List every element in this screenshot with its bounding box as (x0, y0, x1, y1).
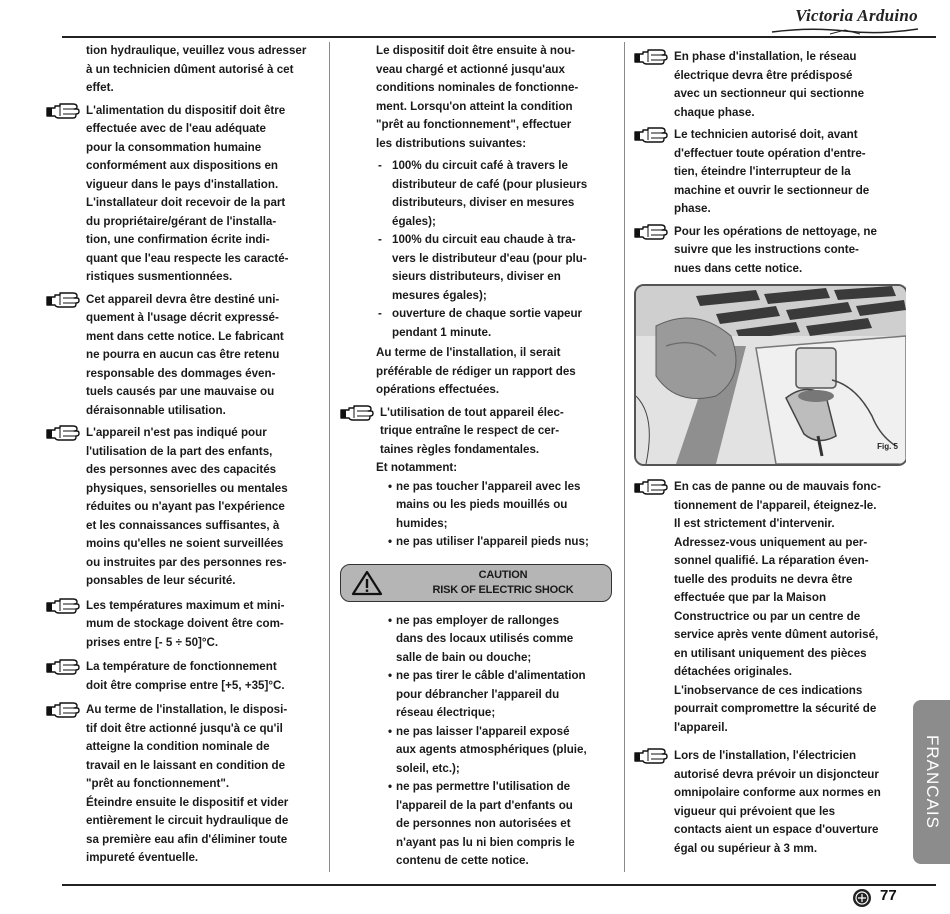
text-line: d'effectuer toute opération d'entre- (674, 146, 866, 160)
list-item-weather (340, 723, 612, 779)
paragraph-continued (46, 42, 318, 98)
text-line: • ne pas tirer le câble d'alimentation (396, 669, 586, 682)
text-line: mum de stockage doivent être com- (86, 617, 284, 630)
text-line: travail en le laissant en condition de (86, 758, 286, 772)
text-line: distributeurs, diviser en mesures (392, 196, 575, 209)
list-item-barefoot (340, 533, 612, 552)
text-line: Adressez-vous uniquement au per- (674, 535, 868, 549)
text-line: atteigne la condition nominale de (86, 740, 270, 753)
text-line: mesures égales); (392, 288, 487, 302)
paragraph-first-run (46, 701, 318, 868)
text-line: effectuée avec de l'eau adéquate (86, 122, 266, 135)
text-line: vigueur dans le pays d'installation. (86, 177, 279, 191)
text-line: égales); (392, 214, 436, 228)
header-rule (62, 36, 936, 38)
paragraph-intended-use (46, 291, 318, 421)
text-line: conformément aux dispositions en (86, 159, 278, 172)
text-line: tif doit être actionné jusqu'à ce qu'il (86, 721, 283, 735)
text-line: Il est strictement d'intervenir. (674, 517, 835, 530)
text-line: trique entraîne le respect de cer- (380, 424, 560, 437)
text-line: ne pourra en aucun cas être retenu (86, 348, 280, 361)
text-line: • ne pas permettre l'utilisation de (396, 780, 571, 793)
cleaning-photo-illustration (636, 286, 906, 464)
text-line: "prêt au fonctionnement", effectuer (376, 118, 572, 131)
text-line: quement à l'usage décrit expressé- (86, 311, 279, 324)
brand-logo: Victoria Arduino (795, 6, 918, 25)
notably-label: Et notamment: (376, 461, 458, 474)
text-line: tien, éteindre l'interrupteur de la (674, 165, 851, 178)
text-line: tionnement de l'appareil, éteignez-le. (674, 498, 877, 512)
text-line: soleil, etc.); (396, 761, 460, 775)
text-line: Le technicien autorisé doit, avant (674, 128, 858, 141)
text-line: prises entre [- 5 ÷ 50]°C. (86, 635, 219, 649)
text-line: les distributions suivantes: (376, 136, 527, 150)
text-line: mains ou les pieds mouillés ou (396, 498, 568, 511)
pointing-hand-icon (46, 425, 80, 442)
paragraph-children-warning (46, 424, 318, 591)
page-number: 77 (880, 887, 897, 904)
caution-title: CAUTION (478, 568, 528, 581)
text-line: L'installateur doit recevoir de la part (86, 196, 286, 209)
text-line: tion hydraulique, veuillez vous adresser (86, 44, 307, 57)
text-line: en utilisant uniquement des pièces (674, 646, 867, 660)
paragraph-recharge (340, 42, 612, 153)
text-line: • ne pas laisser l'appareil exposé (396, 724, 570, 738)
text-line: Pour les opérations de nettoyage, ne (674, 224, 877, 238)
column-left (46, 42, 318, 878)
text-line: entièrement le circuit hydraulique de (86, 814, 289, 827)
text-line: responsable des dommages éven- (86, 366, 276, 380)
text-line: pour la consommation humaine (86, 140, 262, 154)
text-line: Lors de l'installation, l'électricien (674, 749, 857, 762)
paragraph-water-supply (46, 102, 318, 287)
text-line: service après vente dûment autorisé, (674, 628, 879, 641)
list-item-hot-water-circuit (340, 231, 612, 305)
text-line: vigueur qui prévoient que les (674, 804, 836, 818)
text-line: physiques, sensorielles ou mentales (86, 481, 288, 495)
pointing-hand-icon (634, 224, 668, 241)
paragraph-cleaning (634, 223, 906, 279)
text-line: machine et ouvrir le sectionneur de (674, 183, 870, 197)
pointing-hand-icon (634, 748, 668, 765)
text-line: Au terme de l'installation, il serait (376, 346, 561, 359)
text-line: suivre que les instructions conte- (674, 243, 859, 256)
pointing-hand-icon (46, 292, 80, 309)
text-line: Constructrice ou par un centre de (674, 609, 861, 623)
text-line: En cas de panne ou de mauvais fonc- (674, 480, 881, 493)
column-middle (340, 42, 612, 878)
paragraph-maintenance-switch (634, 126, 906, 219)
text-line: sieurs distributeurs, diviser en (392, 270, 561, 283)
pointing-hand-icon (46, 103, 80, 120)
text-line: et les connaissances suffisantes, à (86, 518, 280, 532)
text-line: Au terme de l'installation, le disposi- (86, 703, 288, 716)
text-line: Le dispositif doit être ensuite à nou- (376, 44, 576, 57)
paragraph-malfunction (634, 478, 906, 737)
text-line: aux agents atmosphériques (pluie, (396, 743, 587, 756)
text-line: pourrait compromettre la sécurité de (674, 702, 877, 715)
text-line: Éteindre ensuite le dispositif et vider (86, 795, 289, 809)
list-item-children-use (340, 778, 612, 871)
paragraph-notably (340, 459, 612, 478)
text-line: L'utilisation de tout appareil élec- (380, 405, 564, 419)
pointing-hand-icon (634, 479, 668, 496)
text-line: réduites ou n'ayant pas l'expérience (86, 500, 285, 513)
paragraph-report (340, 344, 612, 400)
text-line: contenu de cette notice. (396, 854, 529, 867)
text-line: tuelle des produits ne devra être (674, 572, 853, 586)
text-line: de personnes non autorisées et (396, 817, 571, 830)
text-line: effet. (86, 81, 114, 94)
text-line: dans des locaux utilisés comme (396, 632, 574, 645)
text-line: autorisé devra prévoir un disjoncteur (674, 767, 879, 781)
text-line: l'appareil de la part d'enfants ou (396, 798, 573, 812)
list-item-extension-cords (340, 612, 612, 668)
text-line: opérations effectuées. (376, 383, 500, 396)
text-line: L'alimentation du dispositif doit être (86, 103, 286, 117)
language-tab-label: FRANCAIS (922, 735, 942, 829)
text-line: • ne pas toucher l'appareil avec les (396, 479, 581, 493)
text-line: n'ayant pas lu ni bien compris le (396, 835, 575, 849)
text-line: impureté éventuelle. (86, 851, 199, 864)
text-line: Cet appareil devra être destiné uni- (86, 292, 280, 306)
text-line: préférable de rédiger un rapport des (376, 364, 576, 378)
pointing-hand-icon (634, 49, 668, 66)
list-item-steam-outlet (340, 305, 612, 342)
column-divider (624, 42, 625, 872)
text-line: doit être comprise entre [+5, +35]°C. (86, 678, 285, 692)
text-line: phase. (674, 202, 711, 215)
pointing-hand-icon (46, 659, 80, 676)
text-line: • ne pas utiliser l'appareil pieds nus; (396, 535, 589, 548)
text-line: l'utilisation de la part des enfants, (86, 444, 273, 458)
brand-swash-ornament (770, 26, 920, 36)
text-line: salle de bain ou douche; (396, 650, 532, 664)
text-line: sa première eau afin d'éliminer toute (86, 832, 288, 846)
pointing-hand-icon (46, 598, 80, 615)
pointing-hand-icon (46, 702, 80, 719)
text-line: La température de fonctionnement (86, 660, 277, 673)
text-line: déraisonnable utilisation. (86, 403, 226, 417)
text-line: chaque phase. (674, 105, 755, 119)
text-line: ristiques susmentionnées. (86, 270, 233, 283)
pointing-hand-icon (634, 127, 668, 144)
text-line: tuels causés par une mauvaise ou (86, 385, 275, 398)
text-line: Les températures maximum et mini- (86, 598, 285, 612)
text-line: pour débrancher l'appareil du (396, 687, 560, 701)
caution-subtitle: RISK OF ELECTRIC SHOCK (432, 583, 574, 596)
text-line: l'appareil. (674, 720, 728, 734)
text-line: • ne pas employer de rallonges (396, 613, 560, 627)
column-divider (329, 42, 330, 872)
text-line: - 100% du circuit eau chaude à tra- (392, 233, 576, 246)
paragraph-electrical-rules (340, 404, 612, 460)
warning-triangle-icon (351, 570, 383, 596)
text-line: avec un sectionneur qui sectionne (674, 87, 865, 100)
text-line: ou instruites par des personnes res- (86, 555, 287, 569)
text-line: humides; (396, 516, 448, 530)
text-line: omnipolaire conforme aux normes en (674, 786, 881, 799)
list-item-coffee-circuit (340, 157, 612, 231)
pointing-hand-icon (340, 405, 374, 422)
text-line: des personnes avec des capacités (86, 463, 277, 476)
text-line: "prêt au fonctionnement". (86, 777, 230, 790)
text-line: - 100% du circuit café à travers le (392, 159, 568, 172)
text-line: tion, une confirmation écrite indi- (86, 233, 270, 246)
text-line: contacts aient un espace d'ouverture (674, 823, 879, 836)
text-line: L'inobservance de ces indications (674, 683, 863, 697)
text-line: taines règles fondamentales. (380, 442, 540, 456)
text-line: effectuée que par la Maison (674, 591, 827, 604)
text-line: sonnel qualifié. La réparation éven- (674, 554, 869, 567)
paragraph-storage-temperature (46, 597, 318, 653)
paragraph-operating-temperature (46, 658, 318, 695)
list-item-pull-cable (340, 667, 612, 723)
text-line: moins qu'elles ne soient surveillées (86, 537, 284, 550)
footer-rule (62, 884, 936, 886)
caution-box (340, 564, 612, 602)
figure-label: Fig. 5 (877, 441, 898, 451)
text-line: électrique devra être prédisposé (674, 68, 853, 82)
language-tab (913, 700, 950, 864)
text-line: du propriétaire/gérant de l'installa- (86, 214, 277, 228)
paragraph-disconnector (634, 48, 906, 122)
text-line: ment dans cette notice. Le fabricant (86, 329, 284, 343)
text-line: - ouverture de chaque sortie vapeur (392, 307, 583, 320)
column-right (634, 42, 906, 878)
text-line: ponsables de leur sécurité. (86, 574, 236, 587)
text-line: quant que l'eau respecte les caracté- (86, 251, 289, 265)
text-line: à un technicien dûment autorisé à cet (86, 62, 294, 76)
text-line: veau chargé et actionné jusqu'aux (376, 62, 565, 76)
text-line: détachées originales. (674, 665, 792, 678)
text-line: nues dans cette notice. (674, 261, 803, 275)
text-line: distributeur de café (pour plusieurs (392, 177, 588, 191)
brand-emblem-icon (852, 888, 872, 908)
text-line: pendant 1 minute. (392, 325, 492, 339)
paragraph-circuit-breaker (634, 747, 906, 858)
text-line: L'appareil n'est pas indiqué pour (86, 426, 267, 439)
list-item-wet-hands (340, 478, 612, 534)
text-line: réseau électrique; (396, 706, 496, 719)
text-line: En phase d'installation, le réseau (674, 50, 857, 63)
text-line: ment. Lorsqu'on atteint la condition (376, 99, 573, 113)
text-line: égal ou supérieur à 3 mm. (674, 841, 818, 855)
figure-cleaning-photo (634, 284, 906, 466)
text-line: conditions nominales de fonctionne- (376, 81, 579, 94)
text-line: vers le distributeur d'eau (pour plu- (392, 251, 587, 265)
